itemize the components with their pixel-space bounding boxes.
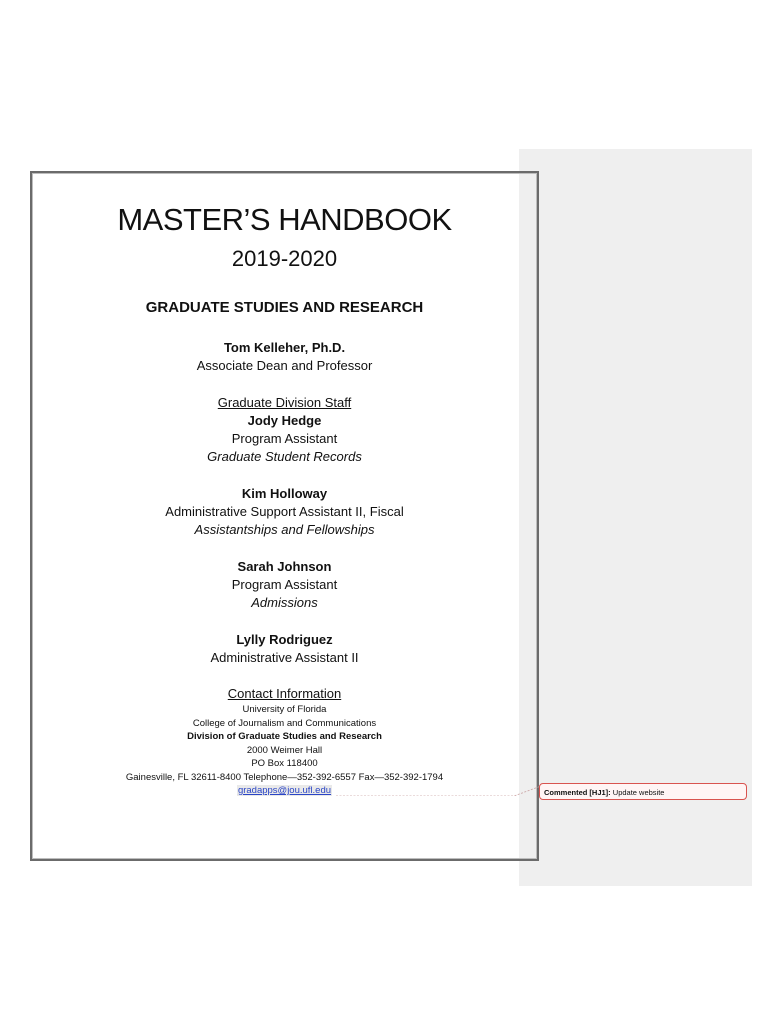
staff-area: Graduate Student Records — [207, 449, 362, 464]
contact-heading: Contact Information — [227, 686, 342, 701]
document-title: MASTER’S HANDBOOK — [117, 202, 452, 237]
staff-name: Kim Holloway — [241, 486, 328, 501]
staff-role: Program Assistant — [231, 431, 338, 446]
contact-line: University of Florida — [242, 704, 327, 715]
comment-text: Update website — [612, 788, 665, 797]
contact-line: PO Box 118400 — [251, 758, 318, 769]
staff-name: Sarah Johnson — [237, 559, 332, 574]
staff-role: Program Assistant — [231, 577, 338, 592]
staff-area: Admissions — [251, 595, 318, 610]
contact-line: 2000 Weimer Hall — [246, 744, 323, 756]
dean-name: Tom Kelleher, Ph.D. — [223, 340, 346, 355]
contact-line: College of Journalism and Communications — [192, 717, 377, 729]
staff-name: Jody Hedge — [247, 413, 322, 428]
document-years: 2019-2020 — [231, 246, 338, 271]
staff-heading: Graduate Division Staff — [217, 395, 352, 410]
staff-name: Lylly Rodriguez — [236, 632, 333, 647]
dean-role: Associate Dean and Professor — [196, 358, 373, 373]
staff-area: Assistantships and Fellowships — [194, 522, 375, 537]
staff-role: Administrative Support Assistant II, Fiscal — [165, 504, 404, 519]
comment-label: Commented [HJ1]: — [544, 788, 611, 797]
comment-connector — [336, 784, 541, 796]
contact-line: Gainesville, FL 32611-8400 Telephone—352-392-6557 Fax—352-392-1794 — [125, 771, 444, 783]
comment-pane — [519, 149, 752, 886]
staff-role: Administrative Assistant II — [210, 650, 359, 665]
email-link[interactable]: gradapps@jou.ufl.edu — [237, 785, 332, 796]
section-heading: GRADUATE STUDIES AND RESEARCH — [145, 299, 424, 316]
contact-line: Division of Graduate Studies and Research — [187, 731, 382, 742]
comment-bubble[interactable] — [539, 783, 747, 800]
